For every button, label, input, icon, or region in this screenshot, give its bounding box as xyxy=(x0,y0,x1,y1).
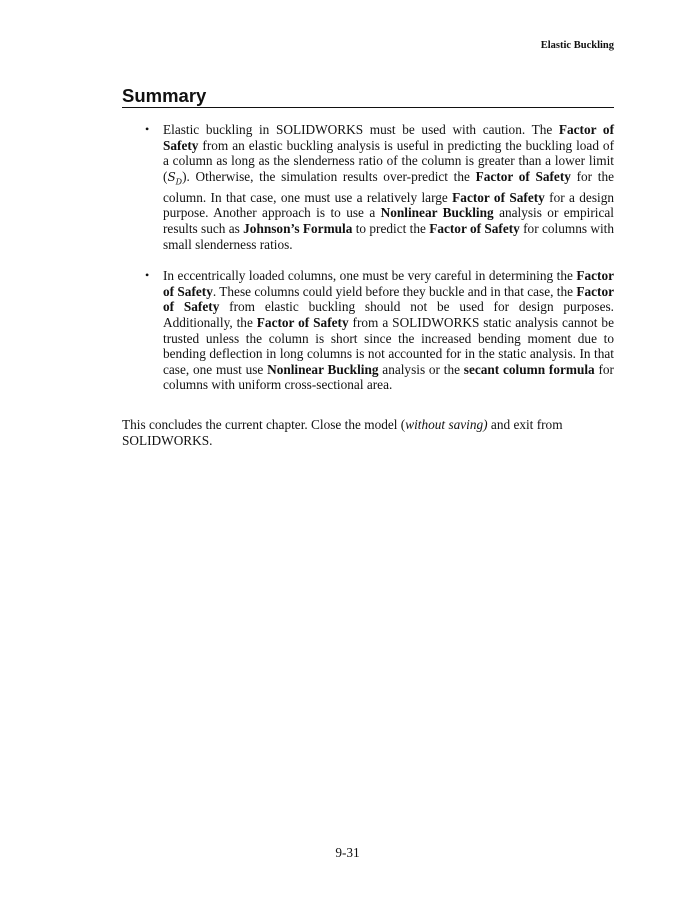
bold-term: Factor of Safety xyxy=(163,283,614,315)
section-title: Summary xyxy=(122,86,614,108)
bold-term: Nonlinear Buckling xyxy=(267,361,379,377)
bold-term: Nonlinear Buckling xyxy=(380,205,494,221)
bullet-item-eccentric-columns: • In eccentrically loaded columns, one must be very careful in determining the Factor of Safety. These columns could yield before they buckle and in that case, the Factor of Safety from elastic buckling should not be used for design purposes. Additionally, the Factor of Safety from a SOLIDWORKS static analysis cannot be trusted unless the column is short since the increased bending moment due to bending deflection in long columns is not accounted for in the static analysis. In that case, one must use Nonlinear Buckling analysis or the secant column formula for columns with uniform cross-sectional area. xyxy=(145,268,614,393)
bold-term: Factor of Safety xyxy=(163,268,614,299)
closing-paragraph: This concludes the current chapter. Close the model (without saving) and exit from SOLIDWORKS. xyxy=(122,417,563,448)
bold-term: Factor of Safety xyxy=(256,314,349,330)
bold-term: Factor of Safety xyxy=(429,220,520,236)
italic-note: without saving) xyxy=(405,417,488,432)
slenderness-limit-symbol: $S_D$ xyxy=(167,169,183,187)
page-number: 9-31 xyxy=(335,845,360,860)
bullet-list xyxy=(122,122,614,393)
bullet-icon: • xyxy=(145,268,150,283)
bullet-icon: • xyxy=(145,122,150,136)
bold-term: Factor of Safety xyxy=(475,168,571,184)
bold-term: Factor of Safety xyxy=(452,189,545,205)
bold-term: Factor of Safety xyxy=(163,122,614,153)
running-header: Elastic Buckling xyxy=(540,40,614,51)
bold-term: Johnson’s Formula xyxy=(243,220,353,236)
summary-section xyxy=(122,86,614,393)
bold-term: secant column formula xyxy=(463,361,595,377)
bullet-item-elastic-buckling: • Elastic buckling in SOLIDWORKS must be used with caution. The Factor of Safety from an elastic buckling analysis is useful in predicting the buckling load of a column as long as the slenderness ratio of the column is greater than a lower limit $(S_D)$. Otherwise, the simulation results over-predict the Factor of Safety for the column. In that case, one must use a relatively large Factor of Safety for a design purpose. Another approach is to use a Nonlinear Buckling analysis or empirical results such as Johnson’s Formula to predict the Factor of Safety for columns with small slenderness ratios. xyxy=(145,122,615,252)
